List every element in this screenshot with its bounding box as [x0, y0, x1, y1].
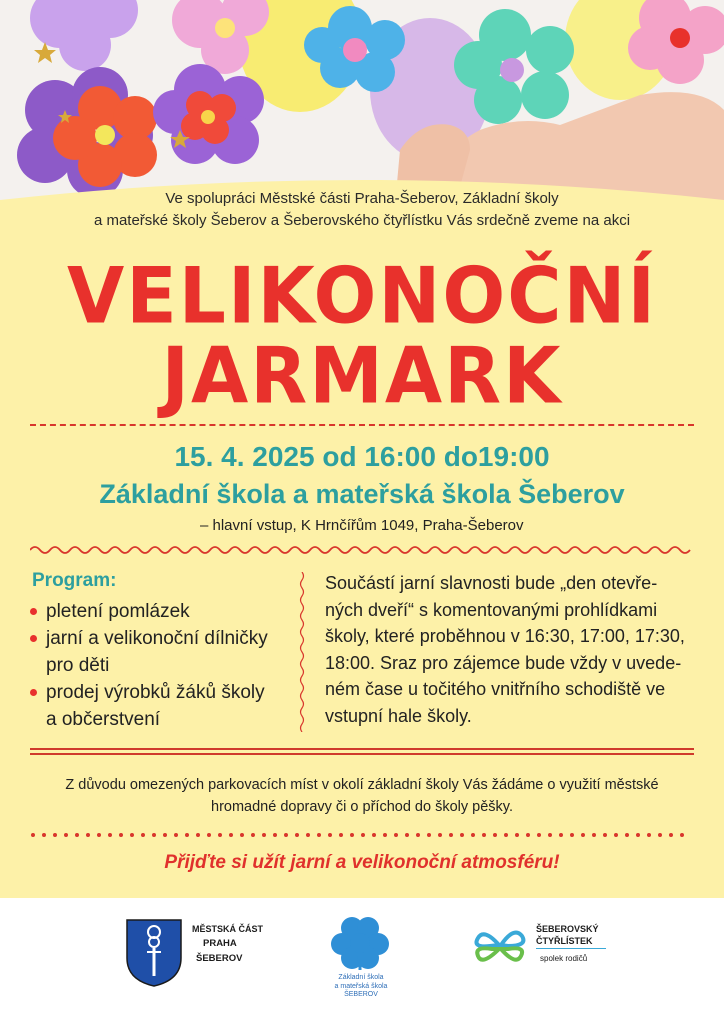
- ctyrlistek-line2: ČTYŘLÍSTEK: [536, 936, 593, 946]
- event-venue: Základní škola a mateřská škola Šeberov: [99, 479, 625, 509]
- program-title: Program:: [32, 570, 117, 591]
- event-address: – hlavní vstup, K Hrnčířům 1049, Praha-Šeberov: [200, 517, 524, 534]
- vertical-divider: [299, 572, 305, 732]
- mestska-cast-line1: MĚSTSKÁ ČÁST: [192, 924, 264, 934]
- program-item: [30, 598, 290, 625]
- open-day-line: ných dveří“ s komentovanými prohlídkami: [325, 599, 658, 620]
- open-day-text: [325, 570, 697, 729]
- open-day-line: vstupní hale školy.: [325, 705, 472, 726]
- coat-of-arms-icon: [125, 918, 183, 988]
- clover-icon: [330, 916, 390, 970]
- program-item-text: pro děti: [46, 655, 110, 676]
- event-date: 15. 4. 2025 od 16:00 do19:00: [174, 441, 550, 472]
- intro-line-1: Ve spolupráci Městské části Praha-Šeberov, Základní školy: [165, 190, 559, 207]
- parking-line-2: hromadné dopravy či o příchod do školy pěšky.: [211, 799, 513, 815]
- title-line-2: JARMARK: [161, 330, 563, 422]
- school-logo-line1: Základní škola: [338, 974, 384, 981]
- school-logo-line2: a mateřská škola: [334, 982, 388, 990]
- parking-notice: [0, 774, 724, 818]
- program-item-text: jarní a velikonoční dílničky: [46, 628, 268, 649]
- program-list: [30, 598, 290, 733]
- school-logo-text: [330, 974, 392, 1000]
- wavy-divider: [30, 543, 694, 557]
- program-item-text: pletení pomlázek: [46, 601, 190, 622]
- program-item: [30, 679, 290, 733]
- ctyrlistek-underline: [536, 948, 606, 949]
- open-day-line: ném čase u točitého vnitřního schodiště ve: [325, 679, 666, 699]
- footer-logos: [0, 898, 724, 1024]
- school-logo-line3: ŠEBEROV: [344, 991, 378, 998]
- double-rule-bottom: [30, 753, 694, 755]
- program-item-text: prodej výrobků žáků školy: [46, 682, 265, 703]
- program-item: [30, 625, 290, 679]
- mestska-cast-line3: ŠEBEROV: [196, 953, 243, 964]
- intro-line-2: a mateřské školy Šeberov a Šeberovského čtyřlístku Vás srdečně zveme na akci: [93, 212, 631, 229]
- parking-line-1: Z důvodu omezených parkovacích míst v okolí základní školy Vás žádáme o využití městské: [65, 777, 659, 793]
- program-item-text: a občerstvení: [46, 709, 161, 730]
- hero-image: [0, 0, 724, 205]
- call-to-action: Přijďte si užít jarní a velikonoční atmosféru!: [164, 852, 560, 873]
- double-rule-top: [30, 748, 694, 750]
- title-line-1: VELIKONOČNÍ: [66, 250, 658, 342]
- ctyrlistek-line3: spolek rodičů: [540, 954, 588, 963]
- intro-text: [0, 188, 724, 232]
- mestska-cast-line2: PRAHA: [203, 938, 237, 949]
- dotted-divider: [30, 832, 694, 838]
- open-day-line: Součástí jarní slavnosti bude „den otevře-: [325, 573, 658, 593]
- ctyrlistek-icon: [470, 918, 528, 976]
- paper-flowers-illustration: [0, 0, 724, 205]
- open-day-line: školy, které proběhnou v 16:30, 17:00, 17:30,: [325, 626, 685, 646]
- open-day-line: 18:00. Sraz pro zájemce bude vždy v uvede-: [325, 652, 682, 673]
- ctyrlistek-line1: ŠEBEROVSKÝ: [536, 924, 599, 934]
- dashed-divider: [30, 424, 694, 426]
